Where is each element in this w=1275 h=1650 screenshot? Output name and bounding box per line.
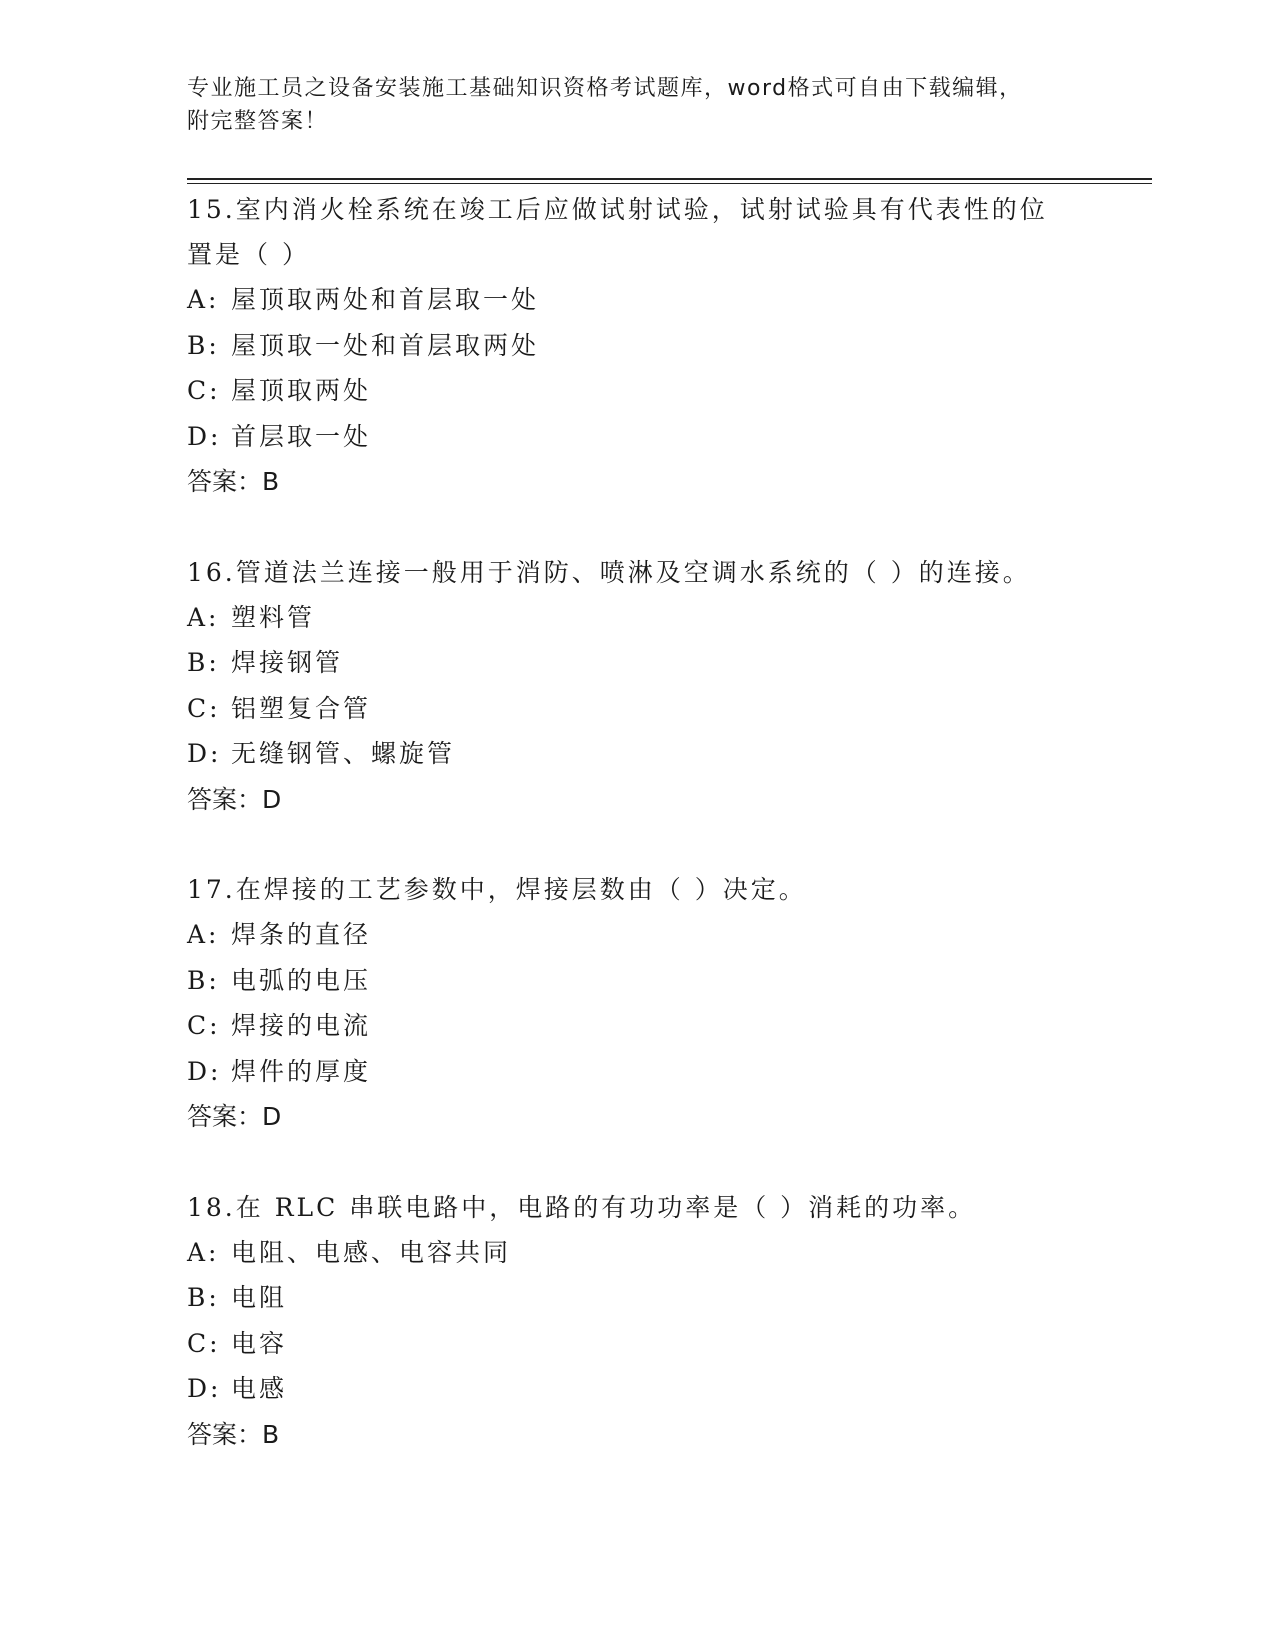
option-c <box>187 1003 1107 1049</box>
option-b <box>187 958 1107 1004</box>
option-text: 电阻、电感、电容共同 <box>231 1237 512 1267</box>
question-stem-line-2: 置是（ ） <box>187 240 310 269</box>
option-a <box>187 1230 1107 1276</box>
option-d <box>187 731 1107 777</box>
option-letter: C: <box>187 1328 221 1358</box>
header-line-2: 附完整答案！ <box>187 109 329 134</box>
option-letter: D: <box>187 1374 222 1403</box>
option-text: 电容 <box>231 1328 288 1358</box>
option-letter: C: <box>187 376 221 405</box>
header-divider-thick <box>187 178 1152 180</box>
option-letter: B: <box>187 1283 220 1312</box>
option-letter: C: <box>187 1011 221 1040</box>
question-stem-line-1: 15.室内消火栓系统在竣工后应做试射试验，试射试验具有代表性的位 <box>187 195 1048 224</box>
option-c <box>187 1321 1107 1367</box>
option-text: 焊条的直径 <box>231 920 372 949</box>
answer-text: 答案：B <box>187 1419 280 1449</box>
question-stem <box>187 867 1107 912</box>
option-letter: D: <box>187 421 222 451</box>
option-letter: A: <box>187 602 220 632</box>
question-17 <box>187 867 1107 1140</box>
option-letter: C: <box>187 693 221 723</box>
option-c <box>187 686 1107 732</box>
option-d <box>187 1049 1107 1095</box>
option-a <box>187 912 1107 958</box>
option-d <box>187 1366 1107 1412</box>
option-letter: D: <box>187 739 222 768</box>
option-text: 电感 <box>231 1374 288 1403</box>
option-letter: B: <box>187 965 220 995</box>
option-text: 铝塑复合管 <box>231 693 372 723</box>
option-letter: D: <box>187 1056 222 1086</box>
option-text: 屋顶取两处和首层取一处 <box>231 285 540 314</box>
option-text: 屋顶取一处和首层取两处 <box>231 330 540 360</box>
option-text: 首层取一处 <box>231 421 372 451</box>
option-a <box>187 277 1107 323</box>
option-b <box>187 640 1107 686</box>
option-text: 焊接的电流 <box>231 1011 372 1040</box>
option-text: 屋顶取两处 <box>231 376 372 405</box>
option-letter: A: <box>187 285 220 314</box>
option-letter: B: <box>187 330 220 360</box>
option-text: 塑料管 <box>231 602 316 632</box>
option-text: 电弧的电压 <box>231 965 372 995</box>
question-stem <box>187 187 1107 277</box>
option-a <box>187 595 1107 641</box>
option-text: 焊件的厚度 <box>231 1056 372 1086</box>
document-header <box>187 72 1087 138</box>
option-b <box>187 1275 1107 1321</box>
question-stem-line-1: 18.在 RLC 串联电路中，电路的有功功率是（ ）消耗的功率。 <box>187 1192 977 1222</box>
question-stem <box>187 1185 1107 1230</box>
option-letter: A: <box>187 920 220 949</box>
header-divider-thin <box>187 183 1152 184</box>
option-letter: A: <box>187 1237 220 1267</box>
question-stem-line-1: 17.在焊接的工艺参数中，焊接层数由（ ）决定。 <box>187 875 807 904</box>
question-15 <box>187 187 1107 505</box>
option-text: 电阻 <box>231 1283 288 1312</box>
header-line-1: 专业施工员之设备安装施工基础知识资格考试题库，word格式可自由下载编辑， <box>187 76 1023 101</box>
answer-text: 答案：D <box>187 1102 282 1131</box>
question-stem <box>187 550 1107 595</box>
option-c <box>187 368 1107 414</box>
answer-text: 答案：B <box>187 467 280 496</box>
question-list <box>187 187 1107 1502</box>
option-b <box>187 323 1107 369</box>
answer-text: 答案：D <box>187 784 282 814</box>
option-d <box>187 414 1107 460</box>
option-text: 无缝钢管、螺旋管 <box>231 739 456 768</box>
option-letter: B: <box>187 648 220 677</box>
option-text: 焊接钢管 <box>231 648 344 677</box>
question-16 <box>187 550 1107 823</box>
question-stem-line-1: 16.管道法兰连接一般用于消防、喷淋及空调水系统的（ ）的连接。 <box>187 557 1031 587</box>
question-18 <box>187 1185 1107 1458</box>
